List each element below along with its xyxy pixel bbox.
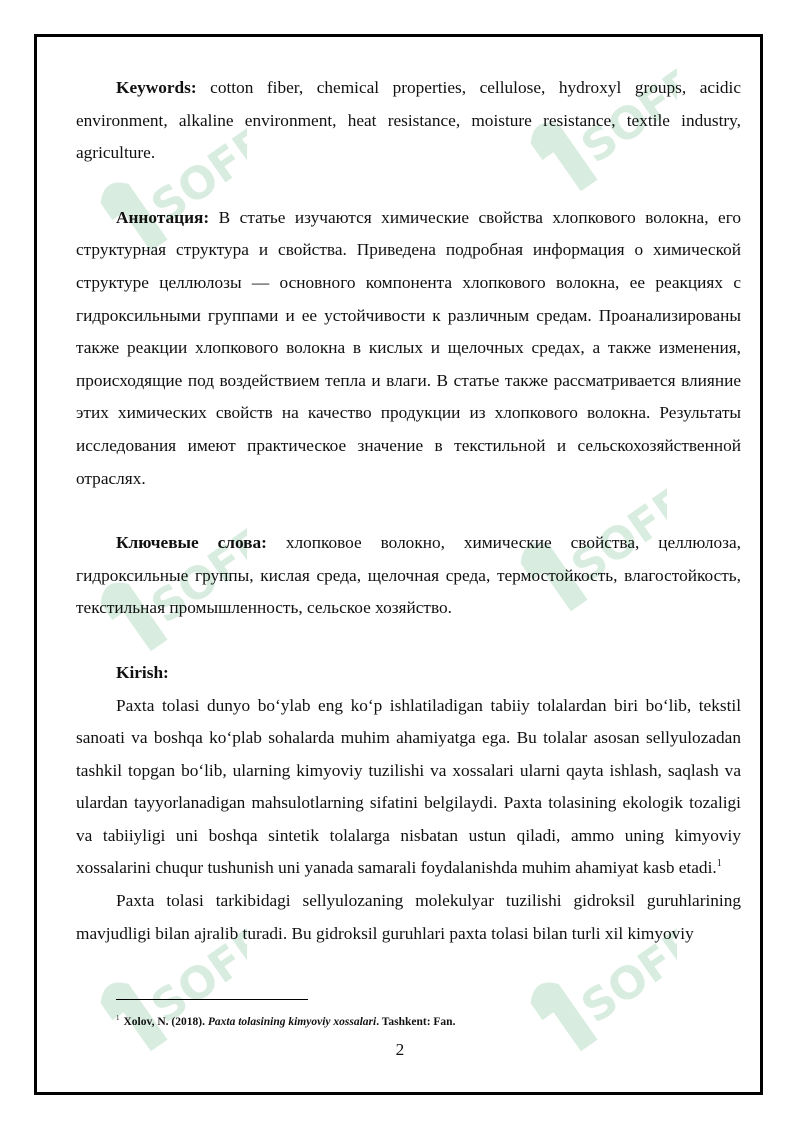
- svg-text:SOFF: SOFF: [142, 917, 247, 1034]
- footnote-number: 1: [116, 1014, 120, 1022]
- svg-text:SOFF: SOFF: [142, 117, 247, 234]
- page-number: 2: [395, 1040, 405, 1059]
- footnote-rest: . Tashkent: Fan.: [376, 1015, 456, 1028]
- intro-heading: Kirish:: [116, 662, 169, 682]
- keywords-ru-text: хлопковое волокно, химические свойства, целлюлоза, гидроксильные группы, кислая среда, щелочная среда, термостойкость, влагостойкость, текстильная промышленность, сельское хозяйство.: [76, 533, 741, 618]
- svg-text:SOFF: SOFF: [142, 517, 247, 634]
- annotation-ru-label: Аннотация:: [116, 207, 210, 227]
- spacer: [76, 625, 741, 657]
- footnote-divider: [116, 999, 308, 1000]
- spacer: [76, 495, 741, 527]
- footnote: [116, 1010, 455, 1030]
- keywords-en-paragraph: [76, 72, 741, 170]
- keywords-en-label: Keywords:: [116, 78, 197, 97]
- intro-paragraph-1-text: Paxta tolasi dunyo bo‘ylab eng ko‘p ishlatiladigan tabiiy tolalardan biri bo‘lib, tekstil sanoati va boshqa ko‘plab sohalarda muhim ahamiyatga ega. Bu tolalar asosan sellyulozadan tashkil topgan bo‘lib, ularning kimyoviy tuzilishi va xossalari ularni qayta ishlash, saqlash va ulardan tayyorlanadigan mahsulotlarning sifatini belgilaydi. Paxta tolasining ekologik tozaligi va tabiiyligi uni boshqa sintetik tolalarga nisbatan ustun qiladi, ammo uning kimyoviy xossalarini chuqur tushunish uni yanada samarali foydalanishda muhim ahamiyat kasb etadi.: [76, 695, 741, 878]
- intro-paragraph-1: [76, 690, 741, 886]
- annotation-ru-paragraph: [76, 202, 741, 495]
- footnote-reference[interactable]: 1: [716, 858, 722, 870]
- intro-paragraph-2-text: Paxta tolasi tarkibidagi sellyulozaning molekulyar tuzilishi gidroksil guruhlarining mavjudligi bilan ajralib turadi. Bu gidroksil guruhlari paxta tolasi bilan turli xil kimyoviy: [76, 891, 741, 943]
- keywords-en-text: cotton fiber, chemical properties, cellulose, hydroxyl groups, acidic environment, alkaline environment, heat resistance, moisture resistance, textile industry, agriculture.: [76, 78, 741, 163]
- spacer: [76, 170, 741, 202]
- footnote-author: Xolov, N. (2018).: [123, 1015, 208, 1028]
- document-body: [76, 72, 741, 950]
- keywords-ru-paragraph: [76, 527, 741, 625]
- svg-text:SOFF: SOFF: [562, 477, 667, 594]
- svg-text:SOFF: SOFF: [572, 917, 677, 1034]
- svg-text:SOFF: SOFF: [572, 57, 677, 174]
- footnote-title: Paxta tolasining kimyoviy xossalari: [207, 1015, 377, 1028]
- keywords-ru-label: Ключевые слова:: [116, 533, 267, 553]
- intro-paragraph-2: [76, 885, 741, 950]
- annotation-ru-text: В статье изучаются химические свойства хлопкового волокна, его структурная структура и свойства. Приведена подробная информация о химической структуре целлюлозы — основного компонента хлопкового волокна, ее реакциях с гидроксильными группами и ее устойчивости к различным средам. Проанализированы также реакции хлопкового волокна в кислых и щелочных средах, а также изменения, происходящие под воздействием тепла и влаги. В статье также рассматривается влияние этих химических свойств на качество продукции из хлопкового волокна. Результаты исследования имеют практическое значение в текстильной и сельскохозяйственной отраслях.: [76, 207, 741, 488]
